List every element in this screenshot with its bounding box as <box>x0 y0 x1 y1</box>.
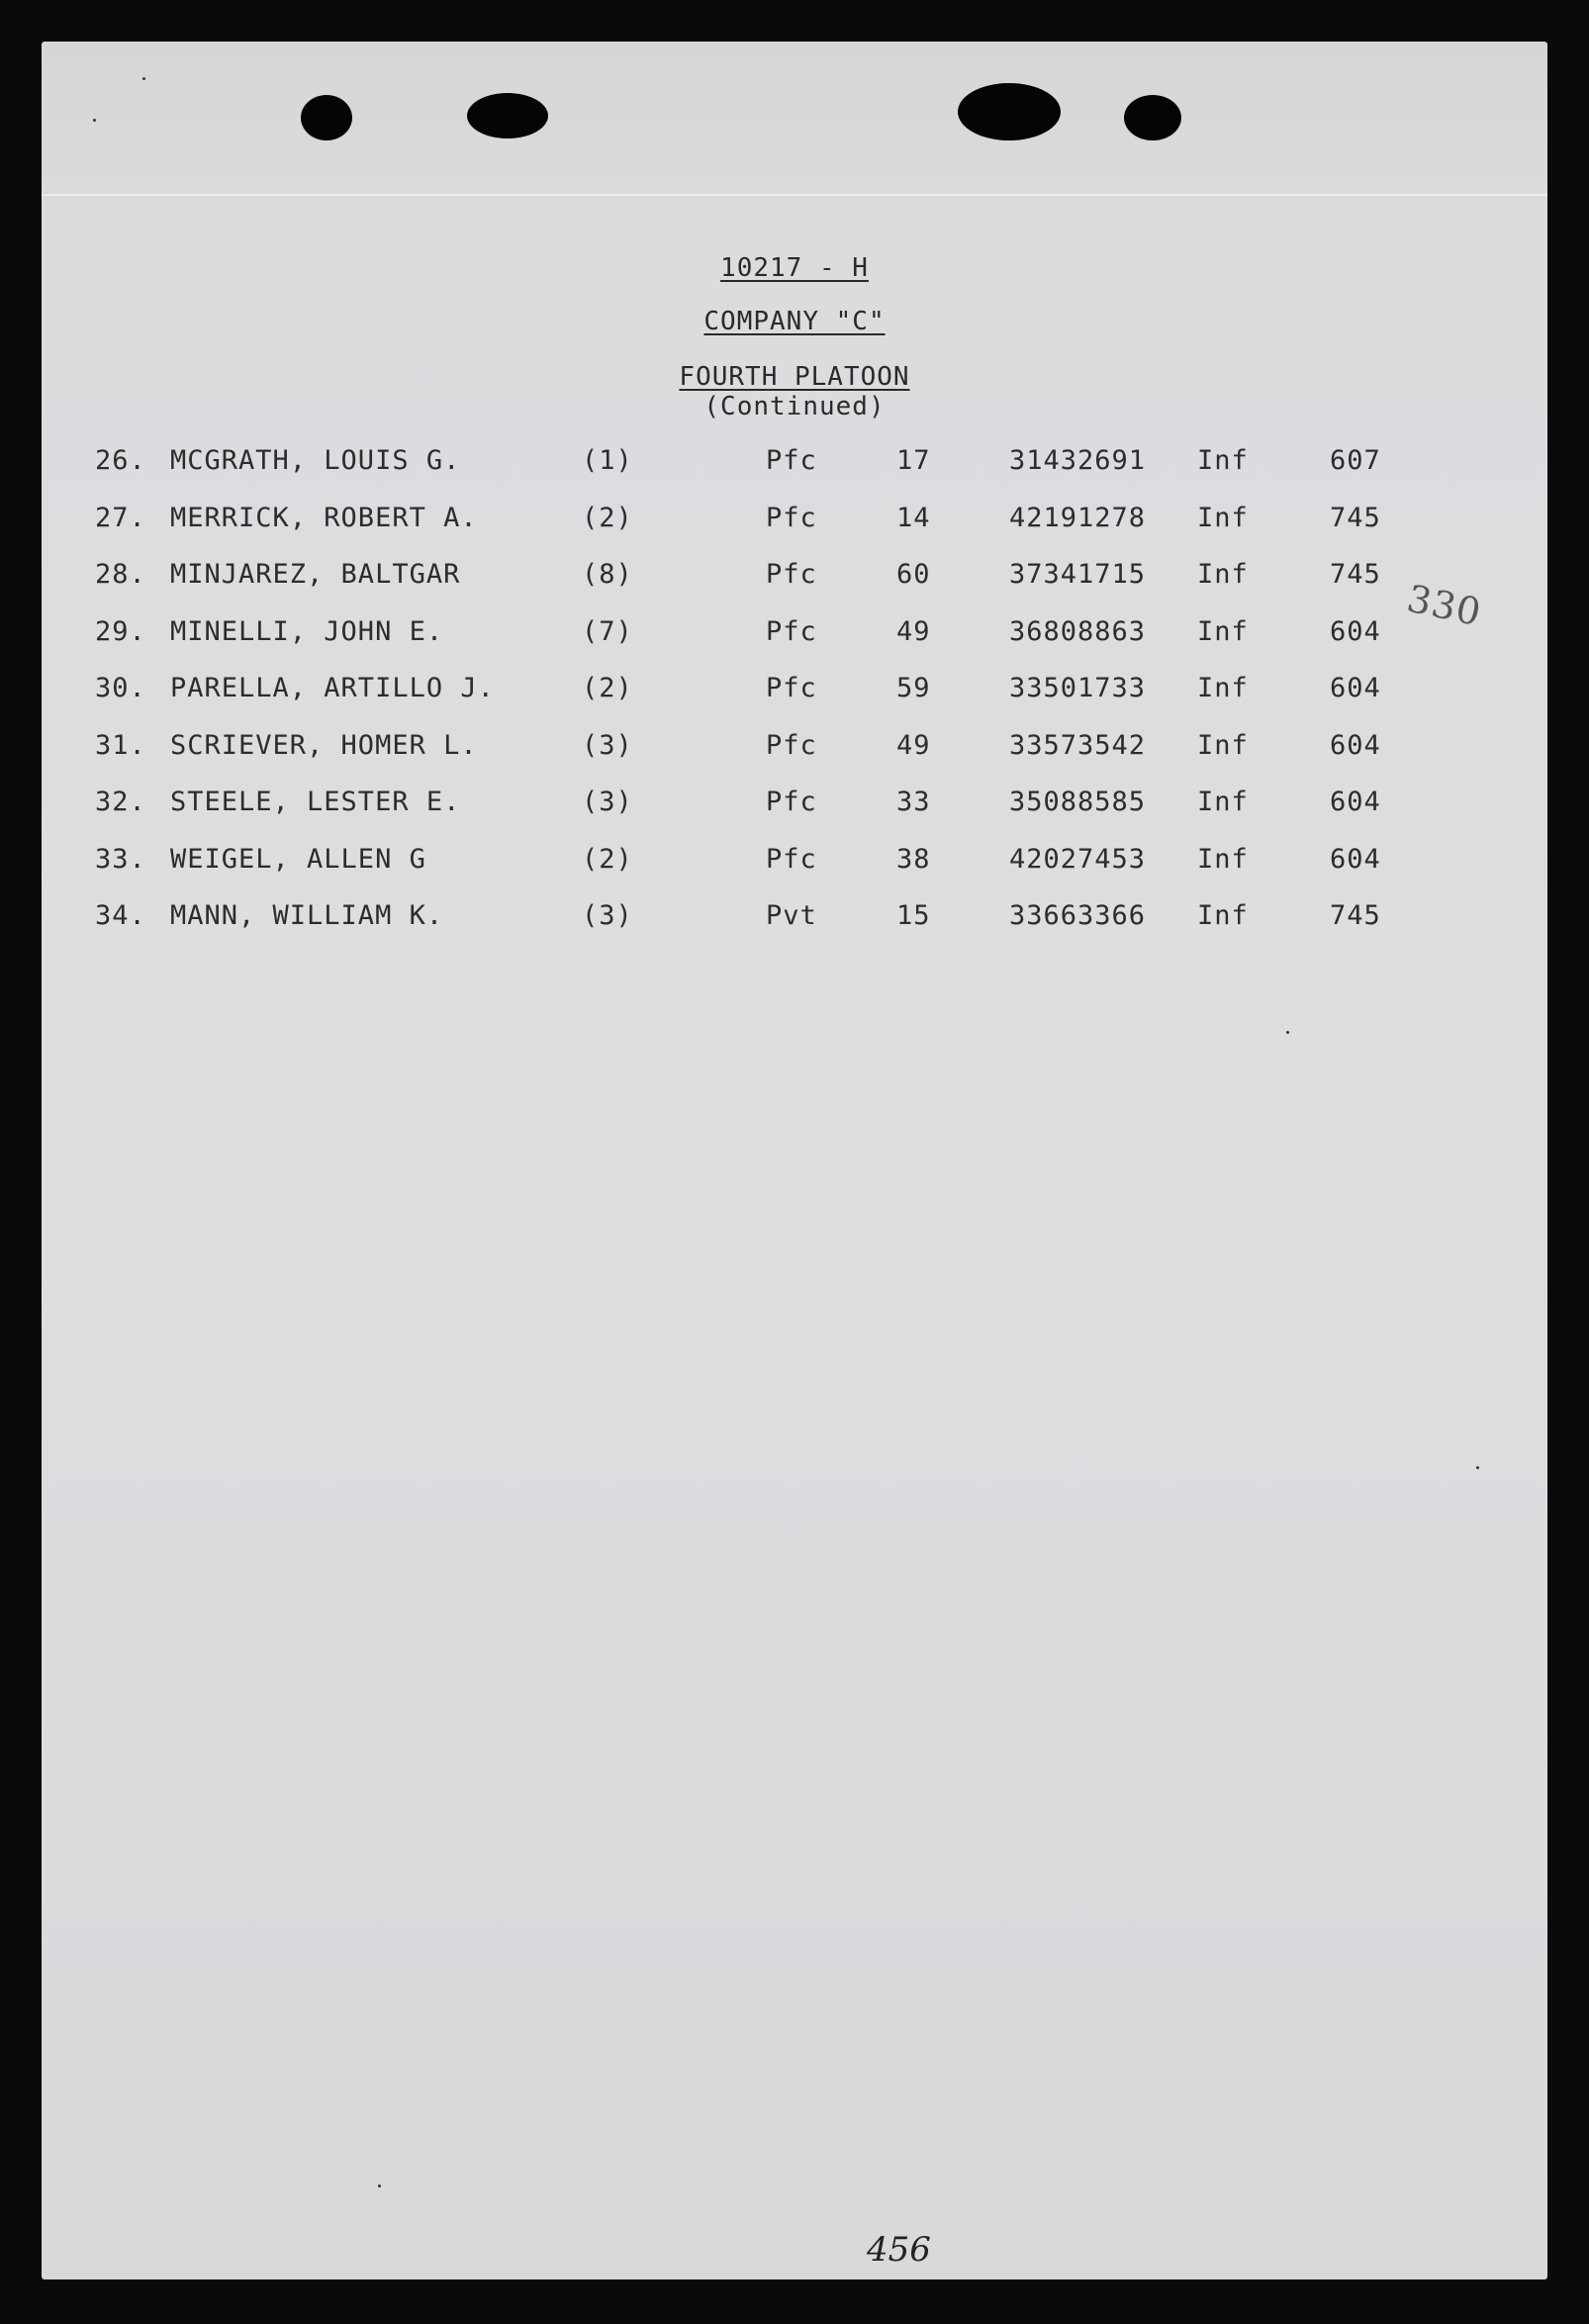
row-value: 14 <box>896 502 931 533</box>
row-code: (3) <box>582 729 633 761</box>
row-number: 29. <box>95 615 146 647</box>
table-row <box>42 445 1547 485</box>
row-unit: 745 <box>1330 559 1381 590</box>
row-code: (2) <box>582 843 633 875</box>
row-name: MERRICK, ROBERT A. <box>170 502 478 533</box>
row-number: 30. <box>95 673 146 703</box>
page-number: 456 <box>867 2230 931 2270</box>
row-serial: 42191278 <box>1009 502 1147 533</box>
row-code: (3) <box>582 900 633 931</box>
table-row <box>42 673 1547 712</box>
row-name: SCRIEVER, HOMER L. <box>170 729 478 761</box>
row-unit: 607 <box>1330 445 1381 476</box>
table-row <box>42 730 1547 770</box>
continued-label: (Continued) <box>703 392 886 421</box>
document-page <box>42 42 1547 2279</box>
row-name: PARELLA, ARTILLO J. <box>170 673 495 703</box>
row-code: (2) <box>582 502 633 533</box>
table-row <box>42 616 1547 656</box>
stamp-number: 330 <box>1403 576 1486 635</box>
row-rank: Pfc <box>766 787 817 817</box>
table-row <box>42 559 1547 599</box>
table-row <box>42 787 1547 826</box>
row-serial: 33573542 <box>1009 729 1147 761</box>
row-rank: Pfc <box>766 843 817 875</box>
row-value: 49 <box>896 615 931 647</box>
table-row <box>42 503 1547 542</box>
row-number: 27. <box>95 502 146 533</box>
row-value: 17 <box>896 445 931 476</box>
row-branch: Inf <box>1197 502 1249 533</box>
row-unit: 604 <box>1330 843 1381 875</box>
binder-hole <box>301 95 352 140</box>
fold-line <box>42 194 1547 196</box>
platoon-title: FOURTH PLATOON <box>679 362 910 392</box>
row-branch: Inf <box>1197 900 1249 931</box>
row-number: 33. <box>95 843 146 875</box>
row-value: 60 <box>896 559 931 590</box>
row-unit: 745 <box>1330 502 1381 533</box>
row-rank: Pfc <box>766 502 817 533</box>
row-branch: Inf <box>1197 445 1249 476</box>
row-rank: Pfc <box>766 445 817 476</box>
row-serial: 37341715 <box>1009 559 1147 590</box>
row-branch: Inf <box>1197 729 1249 761</box>
row-code: (7) <box>582 615 633 647</box>
row-value: 49 <box>896 729 931 761</box>
row-name: MINJAREZ, BALTGAR <box>170 559 461 590</box>
row-code: (3) <box>582 787 633 817</box>
row-branch: Inf <box>1197 787 1249 817</box>
row-value: 33 <box>896 787 931 817</box>
document-number: 10217 - H <box>720 253 869 283</box>
row-serial: 33663366 <box>1009 900 1147 931</box>
row-unit: 604 <box>1330 729 1381 761</box>
row-rank: Pfc <box>766 673 817 703</box>
row-number: 26. <box>95 445 146 476</box>
row-name: MINELLI, JOHN E. <box>170 615 444 647</box>
speck <box>93 119 96 122</box>
row-name: MANN, WILLIAM K. <box>170 900 444 931</box>
row-rank: Pfc <box>766 729 817 761</box>
row-unit: 604 <box>1330 673 1381 703</box>
speck <box>142 77 145 80</box>
table-row <box>42 844 1547 883</box>
binder-hole <box>1124 95 1181 140</box>
row-code: (1) <box>582 445 633 476</box>
speck <box>378 2185 381 2187</box>
company-title: COMPANY "C" <box>703 307 886 336</box>
row-branch: Inf <box>1197 559 1249 590</box>
speck <box>1286 1031 1289 1034</box>
binder-hole <box>958 83 1061 140</box>
binder-hole <box>467 93 548 139</box>
row-unit: 604 <box>1330 615 1381 647</box>
row-number: 31. <box>95 729 146 761</box>
row-value: 38 <box>896 843 931 875</box>
speck <box>1476 1466 1479 1469</box>
row-number: 32. <box>95 787 146 817</box>
row-branch: Inf <box>1197 843 1249 875</box>
row-code: (2) <box>582 673 633 703</box>
row-number: 28. <box>95 559 146 590</box>
row-name: WEIGEL, ALLEN G <box>170 843 426 875</box>
table-row <box>42 900 1547 940</box>
row-value: 59 <box>896 673 931 703</box>
row-serial: 35088585 <box>1009 787 1147 817</box>
row-name: STEELE, LESTER E. <box>170 787 461 817</box>
row-rank: Pvt <box>766 900 817 931</box>
row-branch: Inf <box>1197 615 1249 647</box>
row-unit: 604 <box>1330 787 1381 817</box>
row-unit: 745 <box>1330 900 1381 931</box>
row-value: 15 <box>896 900 931 931</box>
row-serial: 33501733 <box>1009 673 1147 703</box>
row-code: (8) <box>582 559 633 590</box>
row-number: 34. <box>95 900 146 931</box>
row-serial: 31432691 <box>1009 445 1147 476</box>
row-name: MCGRATH, LOUIS G. <box>170 445 461 476</box>
row-rank: Pfc <box>766 615 817 647</box>
row-serial: 42027453 <box>1009 843 1147 875</box>
row-serial: 36808863 <box>1009 615 1147 647</box>
row-branch: Inf <box>1197 673 1249 703</box>
row-rank: Pfc <box>766 559 817 590</box>
